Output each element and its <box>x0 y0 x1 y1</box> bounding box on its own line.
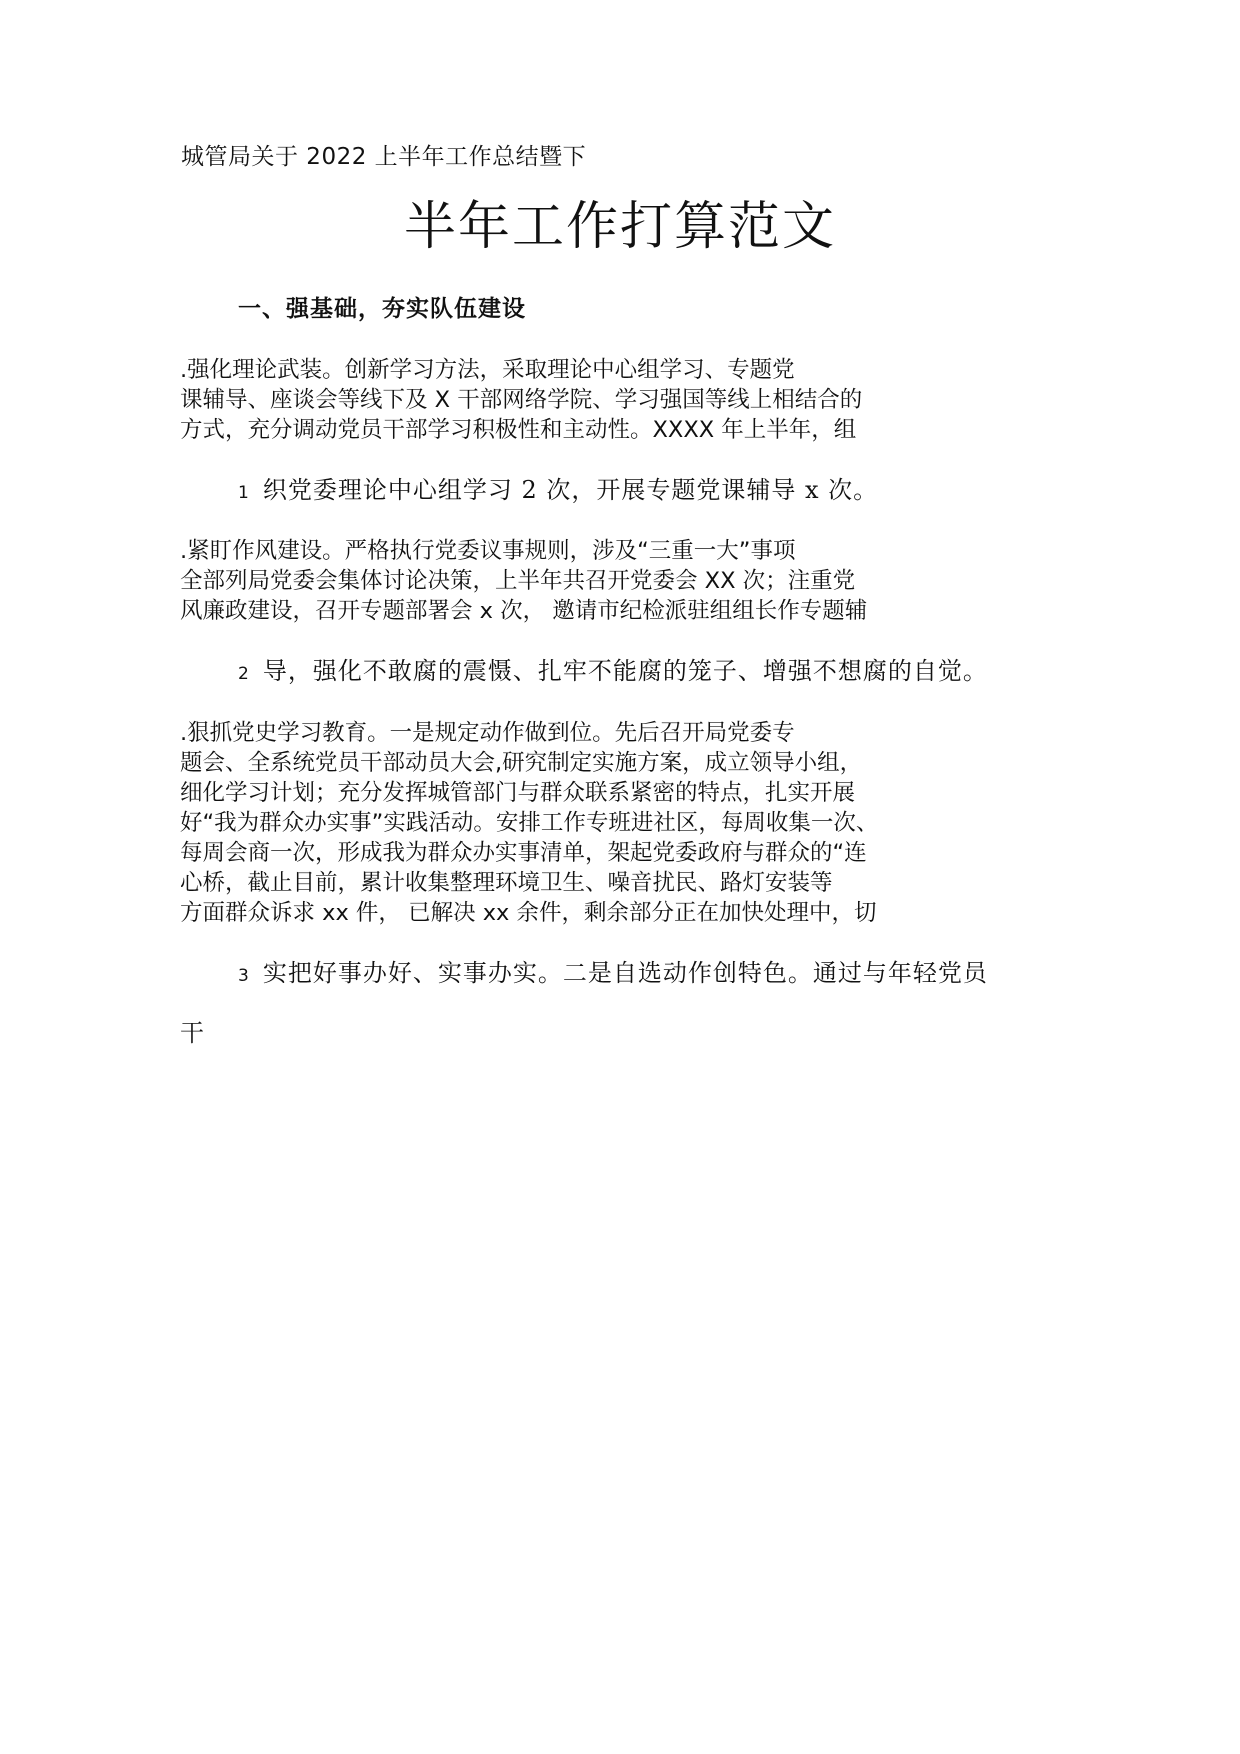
line-number: 1 <box>238 483 249 503</box>
numbered-line-text: 实把好事办好、实事办实。二是自选动作创特色。通过与年轻党员 <box>262 959 988 987</box>
document-title: 半年工作打算范文 <box>403 197 836 257</box>
paragraph-1-line-1: .强化理论武装。创新学习方法，采取理论中心组学习、专题党 <box>180 357 795 383</box>
paragraph-2-line-2: 全部列局党委会集体讨论决策，上半年共召开党委会 XX 次；注重党 <box>180 568 856 594</box>
paragraph-3-line-5: 每周会商一次，形成我为群众办实事清单，架起党委政府与群众的“连 <box>180 840 867 866</box>
paragraph-3-line-1: .狠抓党史学习教育。一是规定动作做到位。先后召开局党委专 <box>180 720 795 746</box>
paragraph-3-line-7: 方面群众诉求 xx 件， 已解决 xx 余件，剩余部分正在加快处理中，切 <box>180 900 877 926</box>
numbered-line-2 <box>238 651 988 686</box>
paragraph-3-line-3: 细化学习计划；充分发挥城管部门与群众联系紧密的特点，扎实开展 <box>180 780 856 806</box>
paragraph-3-line-4: 好“我为群众办实事”实践活动。安排工作专班进社区，每周收集一次、 <box>180 810 879 836</box>
numbered-line-text: 导，强化不敢腐的震慑、扎牢不能腐的笼子、增强不想腐的自觉。 <box>262 657 988 685</box>
paragraph-3-line-2: 题会、全系统党员干部动员大会,研究制定实施方案，成立领导小组， <box>180 750 863 776</box>
paragraph-2-line-3: 风廉政建设，召开专题部署会 x 次， 邀请市纪检派驻组组长作专题辅 <box>180 598 868 624</box>
paragraph-2-line-1: .紧盯作风建设。严格执行党委议事规则，涉及“三重一大”事项 <box>180 538 796 564</box>
numbered-line-text: 织党委理论中心组学习 2 次，开展专题党课辅导 x 次。 <box>262 476 879 504</box>
section-heading: 一、强基础，夯实队伍建设 <box>238 296 526 322</box>
numbered-line-3 <box>238 953 988 988</box>
trailing-text: 干 <box>180 1019 204 1047</box>
paragraph-1-line-3: 方式，充分调动党员干部学习积极性和主动性。XXXX 年上半年，组 <box>180 417 857 443</box>
line-number: 2 <box>238 664 249 684</box>
numbered-line-1 <box>238 470 878 505</box>
line-number: 3 <box>238 966 249 986</box>
paragraph-3-line-6: 心桥，截止目前，累计收集整理环境卫生、噪音扰民、路灯安装等 <box>180 870 833 896</box>
paragraph-1-line-2: 课辅导、座谈会等线下及 X 干部网络学院、学习强国等线上相结合的 <box>180 387 863 413</box>
document-subtitle: 城管局关于 2022 上半年工作总结暨下 <box>181 144 587 170</box>
